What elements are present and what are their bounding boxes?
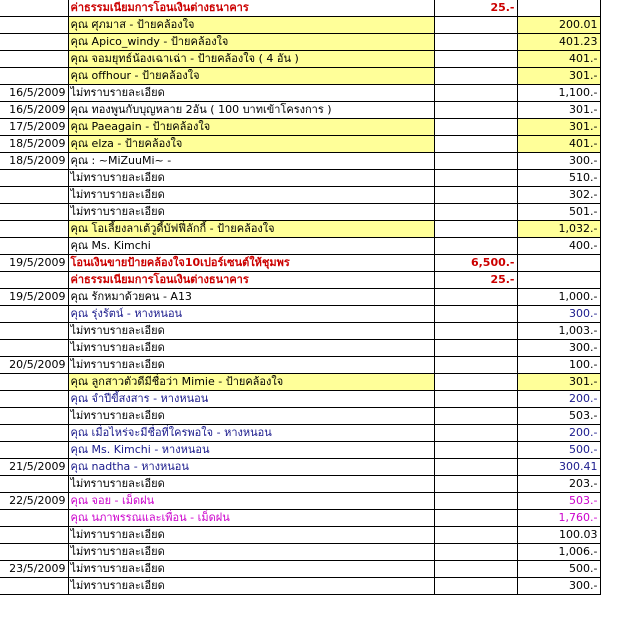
date-cell[interactable] bbox=[0, 187, 68, 204]
income-amount-cell[interactable]: 302.- bbox=[517, 187, 600, 204]
payout-amount-cell[interactable] bbox=[434, 34, 517, 51]
payout-amount-cell[interactable] bbox=[434, 442, 517, 459]
income-amount-cell[interactable]: 1,000.- bbox=[517, 289, 600, 306]
description-cell[interactable]: ไม่ทราบรายละเอียด bbox=[68, 561, 434, 578]
description-cell[interactable]: คุณ ทองพูนกับบุญหลาย 2อัน ( 100 บาทเข้าโครงการ ) bbox=[68, 102, 434, 119]
payout-amount-cell[interactable] bbox=[434, 425, 517, 442]
table-row bbox=[0, 17, 600, 34]
table-row bbox=[0, 408, 600, 425]
income-amount-cell[interactable]: 501.- bbox=[517, 204, 600, 221]
description-cell[interactable]: คุณ ศุภมาส - ป้ายคล้องใจ bbox=[68, 17, 434, 34]
payout-amount-cell[interactable] bbox=[434, 153, 517, 170]
description-cell[interactable]: คุณ รุ่งรัตน์ - หางหนอน bbox=[68, 306, 434, 323]
description-cell[interactable]: คุณ Ms. Kimchi bbox=[68, 238, 434, 255]
table-row bbox=[0, 119, 600, 136]
income-amount-cell[interactable]: 300.- bbox=[517, 578, 600, 595]
table-row bbox=[0, 476, 600, 493]
income-amount-cell[interactable]: 500.- bbox=[517, 442, 600, 459]
income-amount-cell[interactable]: 401.- bbox=[517, 136, 600, 153]
table-row bbox=[0, 442, 600, 459]
description-cell[interactable]: โอนเงินขายป้ายคล้องใจ10เปอร์เซนต์ให้ชุมพร bbox=[68, 255, 434, 272]
table-row bbox=[0, 544, 600, 561]
income-amount-cell[interactable]: 500.- bbox=[517, 561, 600, 578]
payout-amount-cell[interactable] bbox=[434, 102, 517, 119]
income-amount-cell[interactable]: 503.- bbox=[517, 493, 600, 510]
table-row bbox=[0, 204, 600, 221]
date-cell[interactable]: 16/5/2009 bbox=[0, 85, 68, 102]
payout-amount-cell[interactable] bbox=[434, 374, 517, 391]
date-cell[interactable] bbox=[0, 51, 68, 68]
payout-amount-cell[interactable] bbox=[434, 238, 517, 255]
payout-amount-cell[interactable] bbox=[434, 221, 517, 238]
description-cell[interactable]: ค่าธรรมเนียมการโอนเงินต่างธนาคาร bbox=[68, 272, 434, 289]
table-row bbox=[0, 578, 600, 595]
date-cell[interactable] bbox=[0, 544, 68, 561]
date-cell[interactable] bbox=[0, 527, 68, 544]
date-cell[interactable]: 20/5/2009 bbox=[0, 357, 68, 374]
income-amount-cell[interactable]: 200.- bbox=[517, 425, 600, 442]
description-cell[interactable]: คุณ Ms. Kimchi - หางหนอน bbox=[68, 442, 434, 459]
date-cell[interactable]: 19/5/2009 bbox=[0, 255, 68, 272]
date-cell[interactable] bbox=[0, 510, 68, 527]
date-cell[interactable] bbox=[0, 0, 68, 17]
payout-amount-cell[interactable] bbox=[434, 17, 517, 34]
payout-amount-cell[interactable] bbox=[434, 170, 517, 187]
income-amount-cell[interactable]: 401.- bbox=[517, 51, 600, 68]
date-cell[interactable] bbox=[0, 204, 68, 221]
table-row bbox=[0, 85, 600, 102]
date-cell[interactable] bbox=[0, 221, 68, 238]
income-amount-cell[interactable]: 1,032.- bbox=[517, 221, 600, 238]
table-row bbox=[0, 374, 600, 391]
income-amount-cell[interactable] bbox=[517, 272, 600, 289]
payout-amount-cell[interactable]: 25.- bbox=[434, 0, 517, 17]
description-cell[interactable]: ไม่ทราบรายละเอียด bbox=[68, 170, 434, 187]
date-cell[interactable] bbox=[0, 170, 68, 187]
description-cell[interactable]: คุณ รักหมาด้วยคน - A13 bbox=[68, 289, 434, 306]
description-cell[interactable]: ไม่ทราบรายละเอียด bbox=[68, 85, 434, 102]
date-cell[interactable] bbox=[0, 17, 68, 34]
table-row bbox=[0, 510, 600, 527]
payout-amount-cell[interactable] bbox=[434, 51, 517, 68]
date-cell[interactable] bbox=[0, 68, 68, 85]
table-row bbox=[0, 340, 600, 357]
date-cell[interactable] bbox=[0, 374, 68, 391]
income-amount-cell[interactable]: 200.- bbox=[517, 391, 600, 408]
date-cell[interactable]: 18/5/2009 bbox=[0, 153, 68, 170]
description-cell[interactable]: ไม่ทราบรายละเอียด bbox=[68, 204, 434, 221]
description-cell[interactable]: คุณ เมื่อไหร่จะมีชื่อที่ใครพอใจ - หางหนอน bbox=[68, 425, 434, 442]
payout-amount-cell[interactable] bbox=[434, 510, 517, 527]
payout-amount-cell[interactable] bbox=[434, 527, 517, 544]
payout-amount-cell[interactable] bbox=[434, 306, 517, 323]
description-cell[interactable]: ไม่ทราบรายละเอียด bbox=[68, 527, 434, 544]
table-row bbox=[0, 0, 600, 17]
table-row bbox=[0, 136, 600, 153]
description-cell[interactable]: ค่าธรรมเนียมการโอนเงินต่างธนาคาร bbox=[68, 0, 434, 17]
date-cell[interactable] bbox=[0, 476, 68, 493]
payout-amount-cell[interactable]: 25.- bbox=[434, 272, 517, 289]
date-cell[interactable] bbox=[0, 306, 68, 323]
payout-amount-cell[interactable] bbox=[434, 391, 517, 408]
income-amount-cell[interactable]: 301.- bbox=[517, 119, 600, 136]
income-amount-cell[interactable]: 300.- bbox=[517, 306, 600, 323]
income-amount-cell[interactable]: 510.- bbox=[517, 170, 600, 187]
income-amount-cell[interactable]: 301.- bbox=[517, 68, 600, 85]
date-cell[interactable]: 18/5/2009 bbox=[0, 136, 68, 153]
description-cell[interactable]: ไม่ทราบรายละเอียด bbox=[68, 544, 434, 561]
payout-amount-cell[interactable] bbox=[434, 119, 517, 136]
description-cell[interactable]: คุณ ลูกสาวตัวดีมีชื่อว่า Mimie - ป้ายคล้องใจ bbox=[68, 374, 434, 391]
income-amount-cell[interactable]: 503.- bbox=[517, 408, 600, 425]
table-row bbox=[0, 289, 600, 306]
payout-amount-cell[interactable] bbox=[434, 544, 517, 561]
income-amount-cell[interactable] bbox=[517, 255, 600, 272]
payout-amount-cell[interactable] bbox=[434, 85, 517, 102]
income-amount-cell[interactable]: 300.41 bbox=[517, 459, 600, 476]
payout-amount-cell[interactable] bbox=[434, 136, 517, 153]
table-row bbox=[0, 391, 600, 408]
table-row bbox=[0, 459, 600, 476]
table-row bbox=[0, 221, 600, 238]
table-row bbox=[0, 357, 600, 374]
date-cell[interactable]: 19/5/2009 bbox=[0, 289, 68, 306]
description-cell[interactable]: คุณ : ~MiZuuMi~ - bbox=[68, 153, 434, 170]
income-amount-cell[interactable]: 401.23 bbox=[517, 34, 600, 51]
description-cell[interactable]: ไม่ทราบรายละเอียด bbox=[68, 357, 434, 374]
description-cell[interactable]: ไม่ทราบรายละเอียด bbox=[68, 187, 434, 204]
table-row bbox=[0, 153, 600, 170]
table-row bbox=[0, 272, 600, 289]
date-cell[interactable] bbox=[0, 391, 68, 408]
date-cell[interactable] bbox=[0, 442, 68, 459]
payout-amount-cell[interactable] bbox=[434, 561, 517, 578]
date-cell[interactable] bbox=[0, 408, 68, 425]
payout-amount-cell[interactable] bbox=[434, 204, 517, 221]
description-cell[interactable]: คุณ จอย - เม็ดฝน bbox=[68, 493, 434, 510]
payout-amount-cell[interactable] bbox=[434, 408, 517, 425]
payout-amount-cell[interactable] bbox=[434, 289, 517, 306]
description-cell[interactable]: ไม่ทราบรายละเอียด bbox=[68, 578, 434, 595]
table-row bbox=[0, 68, 600, 85]
table-row bbox=[0, 51, 600, 68]
date-cell[interactable] bbox=[0, 578, 68, 595]
income-amount-cell[interactable]: 300.- bbox=[517, 153, 600, 170]
table-row bbox=[0, 170, 600, 187]
income-amount-cell[interactable]: 1,760.- bbox=[517, 510, 600, 527]
table-row bbox=[0, 187, 600, 204]
income-amount-cell[interactable]: 300.- bbox=[517, 340, 600, 357]
table-row bbox=[0, 238, 600, 255]
income-amount-cell[interactable]: 100.- bbox=[517, 357, 600, 374]
income-amount-cell[interactable]: 301.- bbox=[517, 374, 600, 391]
date-cell[interactable] bbox=[0, 272, 68, 289]
payout-amount-cell[interactable] bbox=[434, 323, 517, 340]
table-row bbox=[0, 527, 600, 544]
description-cell[interactable]: ไม่ทราบรายละเอียด bbox=[68, 476, 434, 493]
date-cell[interactable]: 23/5/2009 bbox=[0, 561, 68, 578]
payout-amount-cell[interactable]: 6,500.- bbox=[434, 255, 517, 272]
income-amount-cell[interactable] bbox=[517, 0, 600, 17]
table-row bbox=[0, 255, 600, 272]
date-cell[interactable] bbox=[0, 425, 68, 442]
income-amount-cell[interactable]: 203.- bbox=[517, 476, 600, 493]
description-cell[interactable]: คุณ Apico_windy - ป้ายคล้องใจ bbox=[68, 34, 434, 51]
table-row bbox=[0, 102, 600, 119]
income-amount-cell[interactable]: 100.03 bbox=[517, 527, 600, 544]
income-amount-cell[interactable]: 200.01 bbox=[517, 17, 600, 34]
description-cell[interactable]: ไม่ทราบรายละเอียด bbox=[68, 323, 434, 340]
description-cell[interactable]: คุณ elza - ป้ายคล้องใจ bbox=[68, 136, 434, 153]
date-cell[interactable] bbox=[0, 34, 68, 51]
description-cell[interactable]: คุณ Paeagain - ป้ายคล้องใจ bbox=[68, 119, 434, 136]
date-cell[interactable]: 17/5/2009 bbox=[0, 119, 68, 136]
payout-amount-cell[interactable] bbox=[434, 476, 517, 493]
payout-amount-cell[interactable] bbox=[434, 578, 517, 595]
description-cell[interactable]: คุณ จอมยุทธ์น้องเฉาเฉ่า - ป้ายคล้องใจ ( 4 อัน ) bbox=[68, 51, 434, 68]
income-amount-cell[interactable]: 400.- bbox=[517, 238, 600, 255]
description-cell[interactable]: คุณ โอเลี้ยงลาเต้วูดี้บัฟฟี่ลักกี้ - ป้ายคล้องใจ bbox=[68, 221, 434, 238]
table-row bbox=[0, 306, 600, 323]
date-cell[interactable] bbox=[0, 238, 68, 255]
income-amount-cell[interactable]: 1,006.- bbox=[517, 544, 600, 561]
description-cell[interactable]: คุณ จำปีขี้สงสาร - หางหนอน bbox=[68, 391, 434, 408]
payout-amount-cell[interactable] bbox=[434, 459, 517, 476]
table-row bbox=[0, 561, 600, 578]
payout-amount-cell[interactable] bbox=[434, 340, 517, 357]
income-amount-cell[interactable]: 1,100.- bbox=[517, 85, 600, 102]
income-amount-cell[interactable]: 1,003.- bbox=[517, 323, 600, 340]
payout-amount-cell[interactable] bbox=[434, 187, 517, 204]
date-cell[interactable]: 21/5/2009 bbox=[0, 459, 68, 476]
table-row bbox=[0, 493, 600, 510]
date-cell[interactable]: 16/5/2009 bbox=[0, 102, 68, 119]
payout-amount-cell[interactable] bbox=[434, 493, 517, 510]
description-cell[interactable]: คุณ นภาพรรณและเพื่อน - เม็ดฝน bbox=[68, 510, 434, 527]
date-cell[interactable] bbox=[0, 323, 68, 340]
date-cell[interactable] bbox=[0, 340, 68, 357]
date-cell[interactable]: 22/5/2009 bbox=[0, 493, 68, 510]
payout-amount-cell[interactable] bbox=[434, 68, 517, 85]
description-cell[interactable]: ไม่ทราบรายละเอียด bbox=[68, 340, 434, 357]
description-cell[interactable]: ไม่ทราบรายละเอียด bbox=[68, 408, 434, 425]
description-cell[interactable]: คุณ nadtha - หางหนอน bbox=[68, 459, 434, 476]
description-cell[interactable]: คุณ offhour - ป้ายคล้องใจ bbox=[68, 68, 434, 85]
table-row bbox=[0, 34, 600, 51]
income-amount-cell[interactable]: 301.- bbox=[517, 102, 600, 119]
table-row bbox=[0, 425, 600, 442]
payout-amount-cell[interactable] bbox=[434, 357, 517, 374]
table-row bbox=[0, 323, 600, 340]
